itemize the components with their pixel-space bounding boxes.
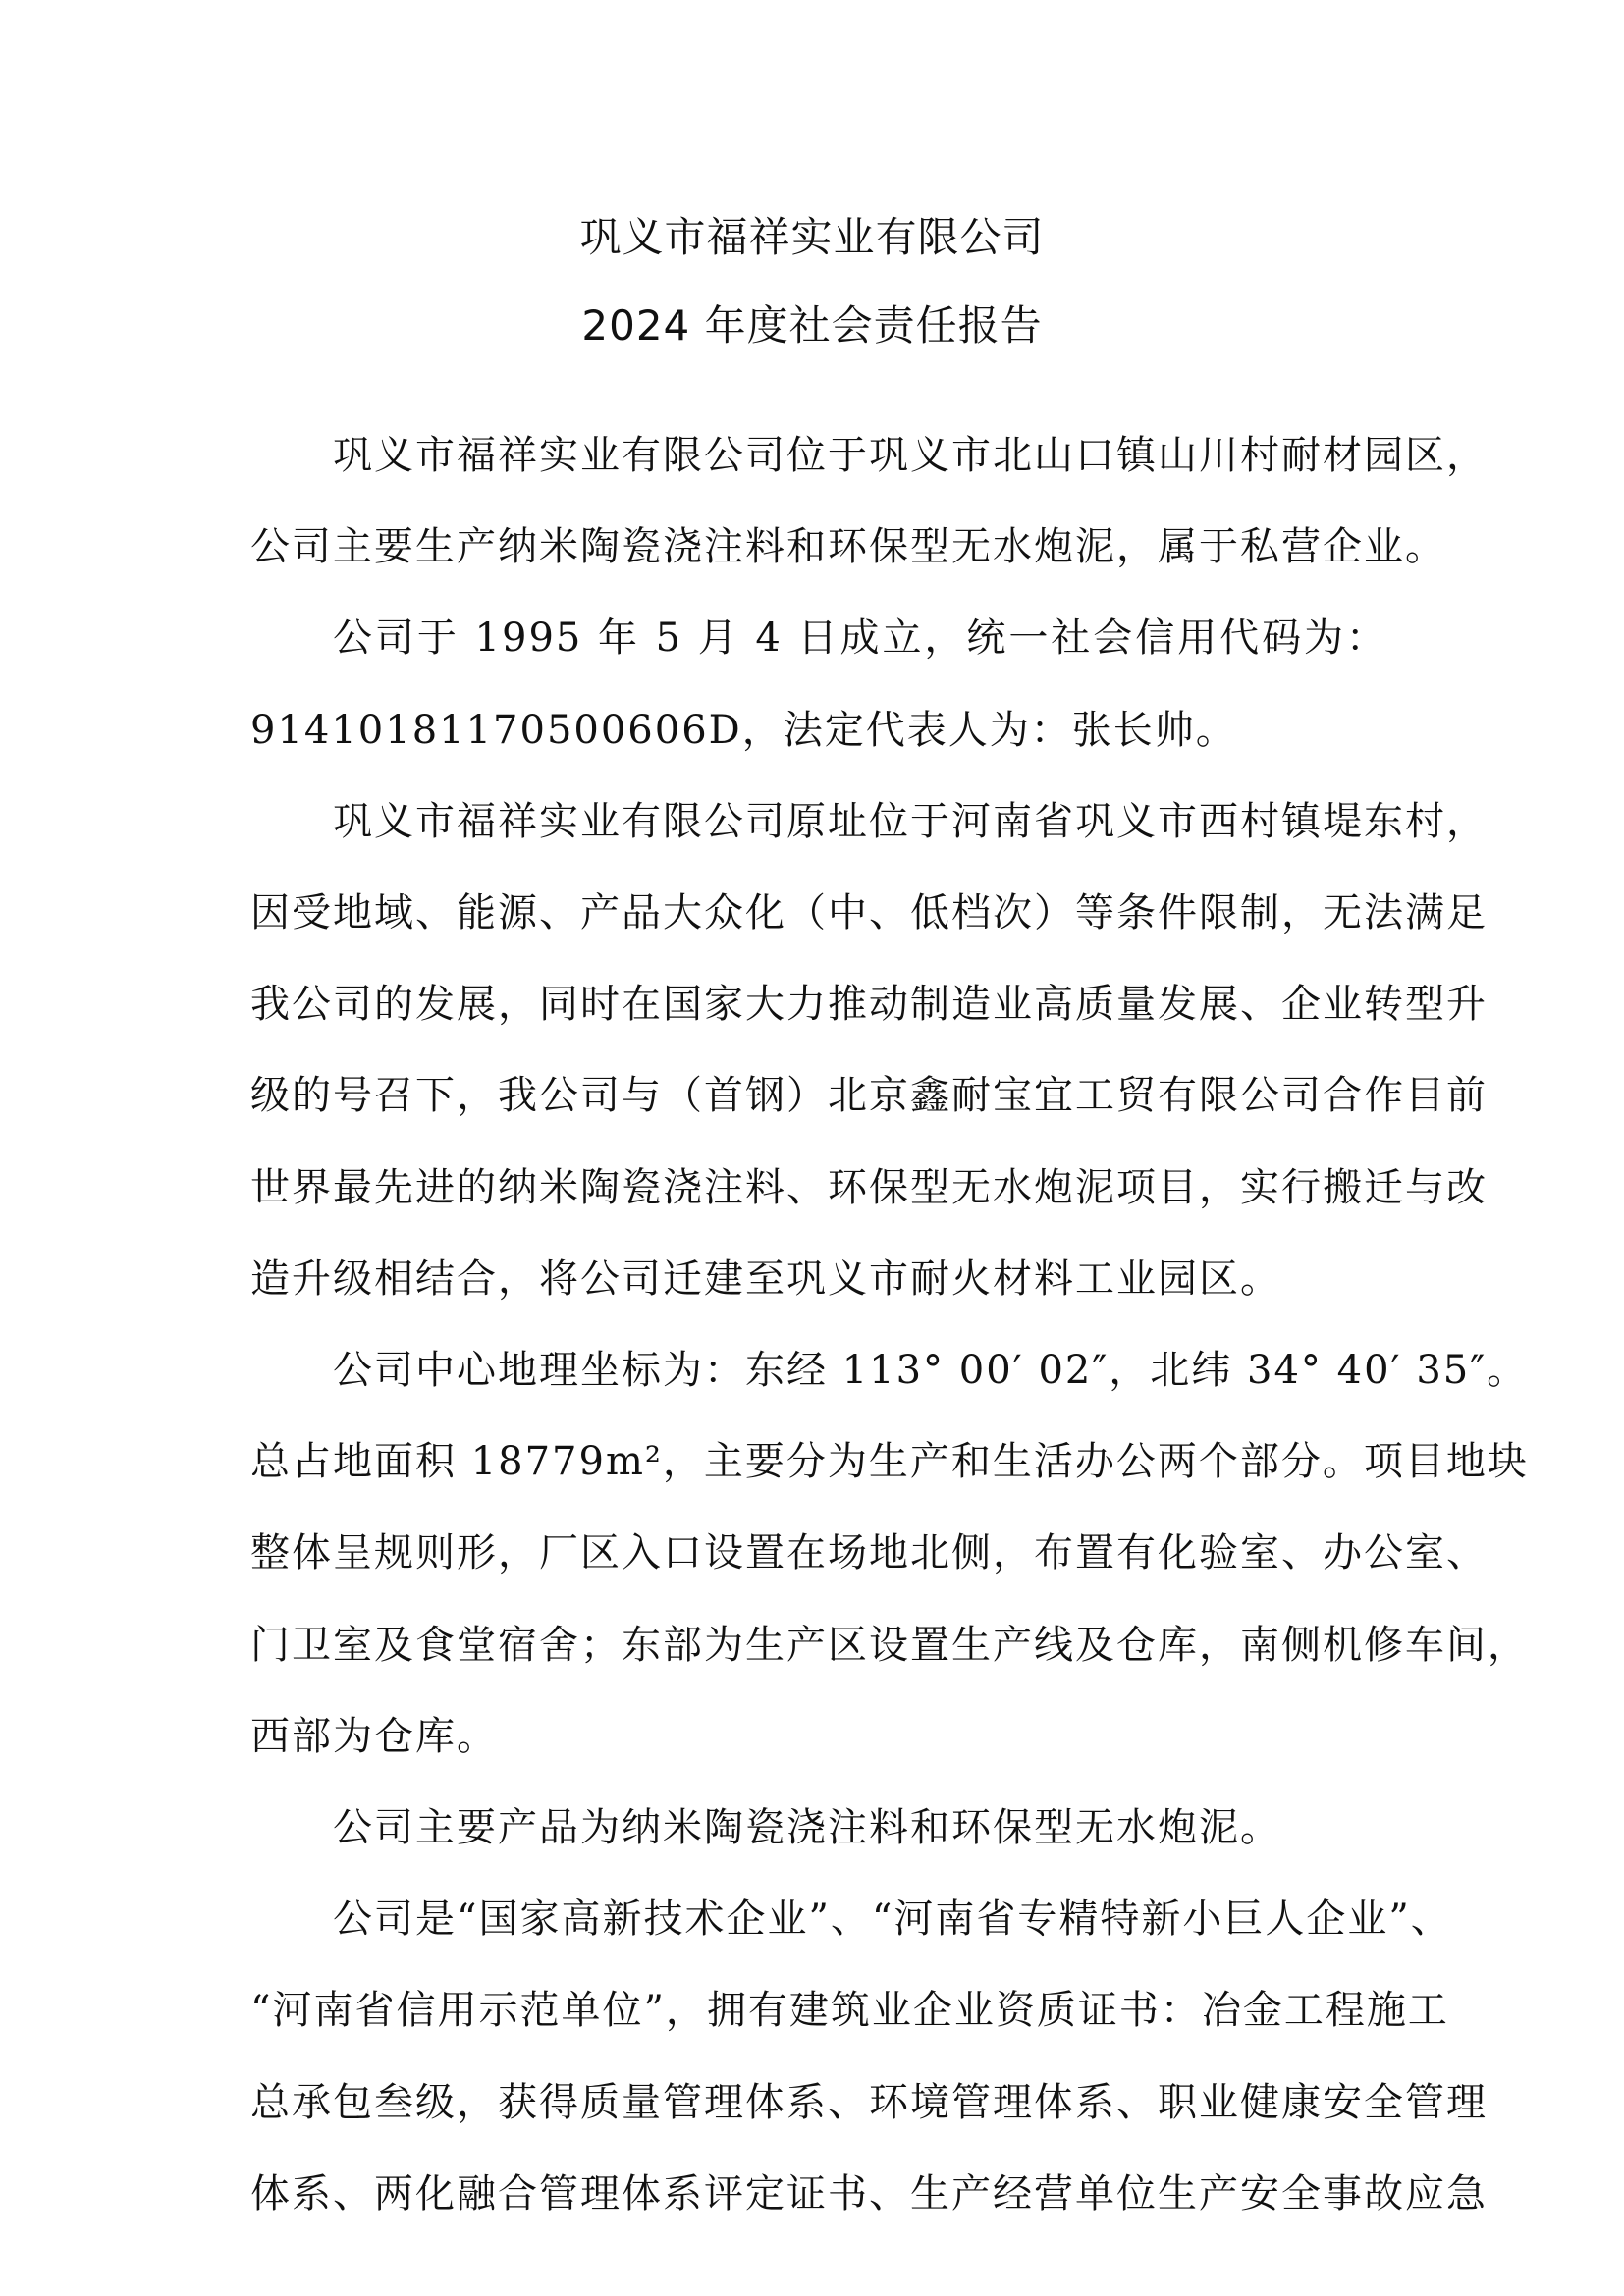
- text-line: 级的号召下，我公司与（首钢）北京鑫耐宝宜工贸有限公司合作目前: [250, 1073, 1488, 1119]
- text-line: 我公司的发展，同时在国家大力推动制造业高质量发展、企业转型升: [250, 982, 1488, 1028]
- text-line: 巩义市福祥实业有限公司原址位于河南省巩义市西村镇堤东村，: [333, 798, 1488, 844]
- text-line: 巩义市福祥实业有限公司位于巩义市北山口镇山川村耐材园区，: [333, 433, 1488, 478]
- text-line: 整体呈规则形，厂区入口设置在场地北侧，布置有化验室、办公室、: [250, 1530, 1488, 1576]
- text-line: 因受地域、能源、产品大众化（中、低档次）等条件限制，无法满足: [250, 890, 1488, 936]
- text-line: 门卫室及食堂宿舍；东部为生产区设置生产线及仓库，南侧机修车间，: [250, 1622, 1529, 1668]
- text-line: 体系、两化融合管理体系评定证书、生产经营单位生产安全事故应急: [250, 2170, 1488, 2216]
- paragraph-location: [250, 410, 1488, 593]
- text-line: 世界最先进的纳米陶瓷浇注料、环保型无水炮泥项目，实行搬迁与改: [250, 1164, 1488, 1210]
- paragraph-registration: [250, 593, 1387, 775]
- document-title-company: 巩义市福祥实业有限公司: [579, 213, 1045, 261]
- text-line: 公司是“国家高新技术企业”、“河南省专精特新小巨人企业”、: [333, 1896, 1452, 1943]
- document-body: [250, 410, 1529, 2240]
- text-line: 造升级相结合，将公司迁建至巩义市耐火材料工业园区。: [250, 1255, 1281, 1302]
- text-line: 公司于 1995 年 5 月 4 日成立，统一社会信用代码为：: [333, 615, 1387, 662]
- text-line: “河南省信用示范单位”，拥有建筑业企业资质证书：冶金工程施工: [250, 1988, 1449, 2034]
- paragraph-qualifications: [250, 1874, 1488, 2240]
- text-line: 总占地面积 18779m²，主要分为生产和生活办公两个部分。项目地块: [250, 1439, 1529, 1485]
- paragraph-relocation: [250, 776, 1488, 1325]
- paragraph-products: [250, 1783, 1387, 1874]
- text-line: 总承包叁级，获得质量管理体系、环境管理体系、职业健康安全管理: [250, 2079, 1488, 2125]
- paragraph-site-layout: [250, 1325, 1529, 1783]
- text-line: 公司主要生产纳米陶瓷浇注料和环保型无水炮泥，属于私营企业。: [250, 524, 1446, 570]
- text-line: 西部为仓库。: [250, 1713, 498, 1759]
- text-line: 91410181170500606D，法定代表人为：张长帅。: [250, 707, 1237, 753]
- text-line: 公司中心地理坐标为：东经 113° 00′ 02″，北纬 34° 40′ 35″。: [333, 1348, 1529, 1394]
- document-title-report: 2024 年度社会责任报告: [581, 301, 1043, 349]
- text-line: 公司主要产品为纳米陶瓷浇注料和环保型无水炮泥。: [333, 1805, 1281, 1851]
